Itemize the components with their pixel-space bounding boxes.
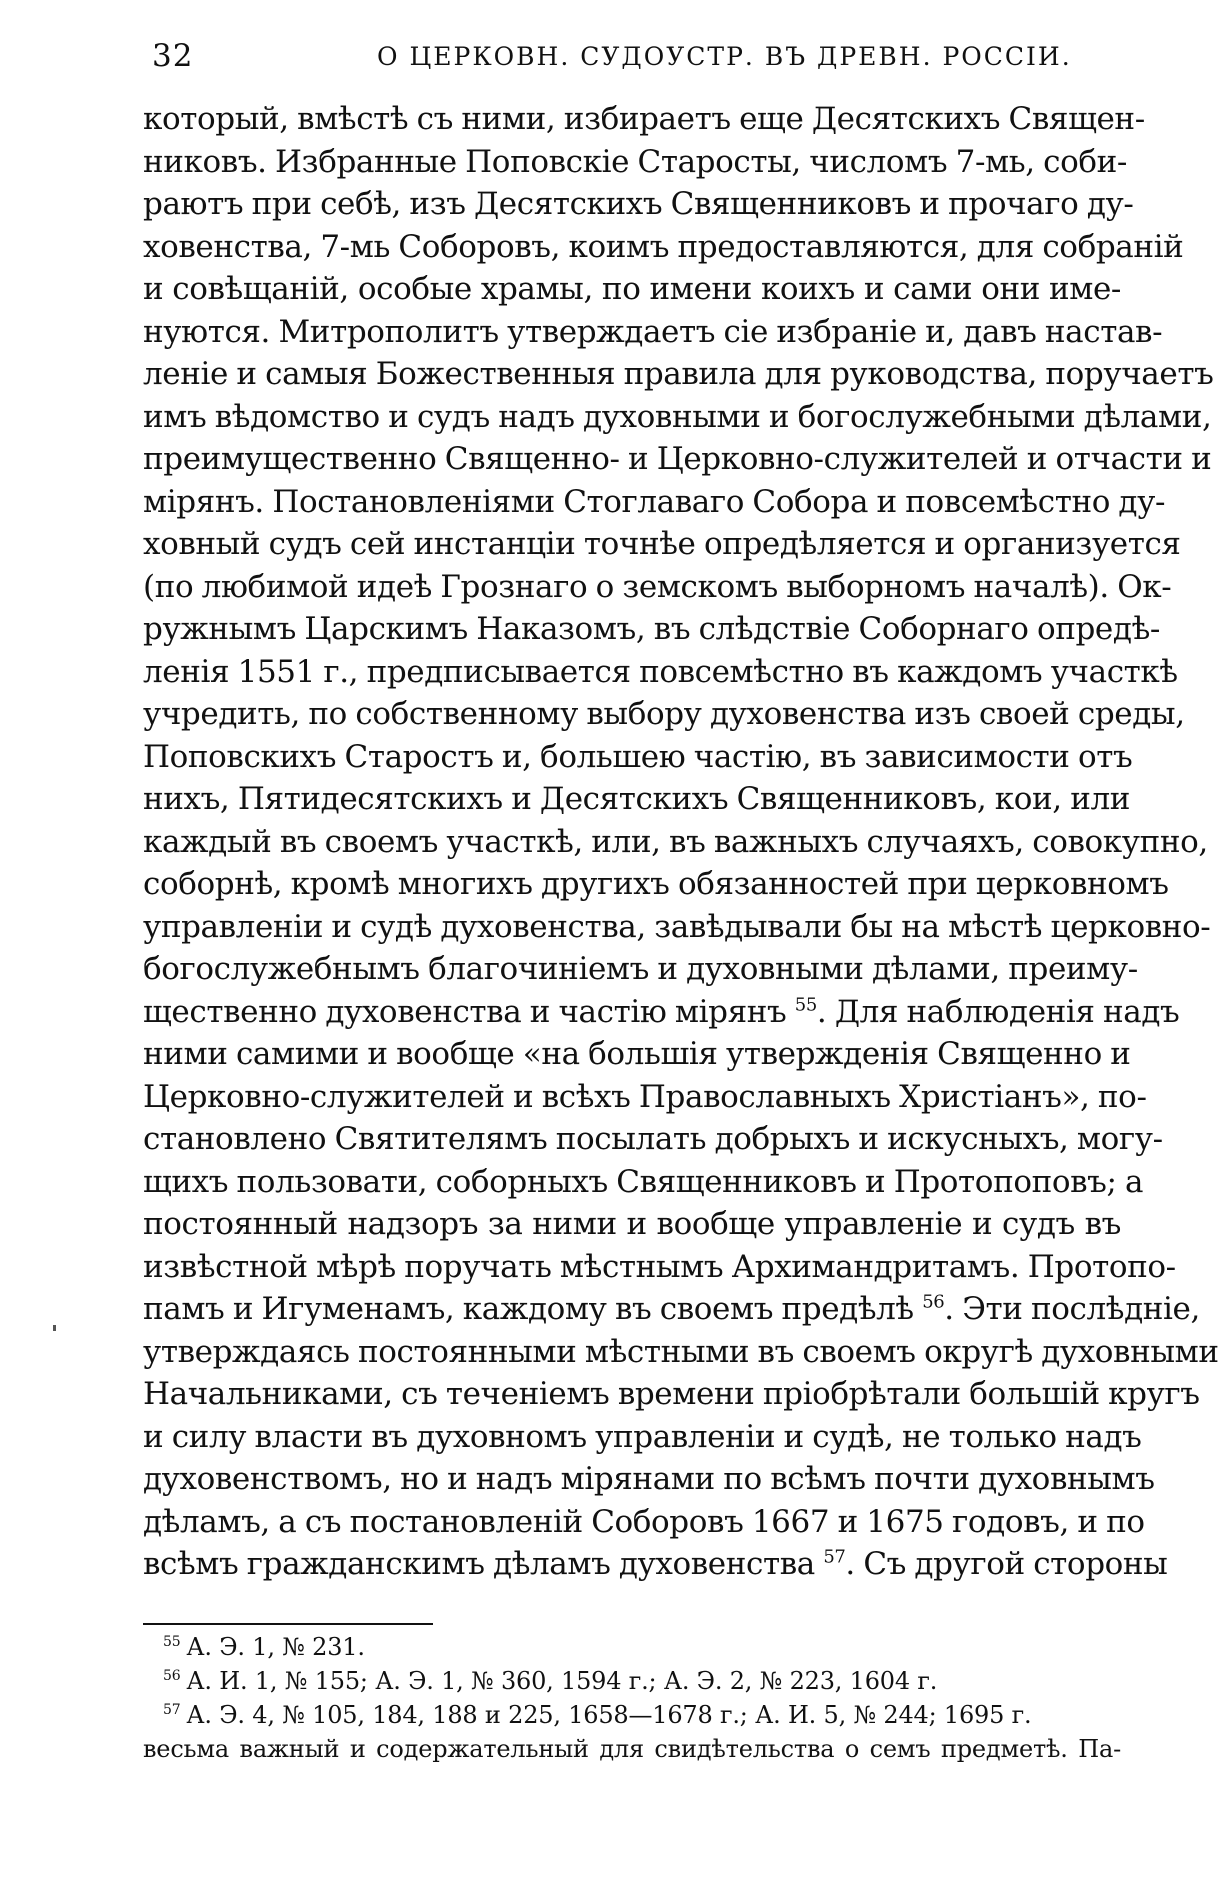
footnote-divider [143,1623,433,1625]
text-segment: щественно духовенства и частію мірянъ [143,993,787,1030]
text-line: преимущественно Священно- и Церковно-служителей и отчасти и [143,441,1212,477]
footnote-55 [143,1630,1121,1664]
text-line: нуются. Митрополитъ утверждаетъ сіе избраніе и, давъ настав- [143,313,1163,350]
footnote-mark: 57 [163,1702,181,1718]
footnote-text: А. Э. 4, № 105, 184, 188 и 225, 1658—1678 г.; А. И. 5, № 244; 1695 г. [186,1701,1032,1729]
print-speck [53,1325,56,1331]
text-line: имъ вѣдомство и судъ надъ духовными и богослужебными дѣлами, [143,398,1212,435]
text-line: управленіи и судѣ духовенства, завѣдывали бы на мѣстѣ церковно- [143,908,1211,945]
text-line: нихъ, Пятидесятскихъ и Десятскихъ Священниковъ, кои, или [143,781,1131,817]
running-head: О ЦЕРКОВН. СУДОУСТР. ВЪ ДРЕВН. РОССІИ. [377,42,1072,71]
text-line-with-footnote-ref [143,1288,1200,1331]
text-line: дѣламъ, а съ постановленій Соборовъ 1667 и 1675 годовъ, и по [143,1503,1145,1540]
text-line: Церковно-служителей и всѣхъ Православныхъ Христіанъ», по- [143,1078,1147,1115]
text-line: становлено Святителямъ посылать добрыхъ и искусныхъ, могу- [143,1121,1163,1157]
footnote-ref-55[interactable]: 55 [794,994,817,1016]
text-line: каждый въ своемъ участкѣ, или, въ важныхъ случаяхъ, совокупно, [143,823,1208,860]
text-line: (по любимой идеѣ Грознаго о земскомъ выборномъ началѣ). Ок- [143,568,1172,605]
text-segment: . Для наблюденія надъ [816,993,1180,1030]
footnote-56 [143,1664,1121,1698]
footnote-ref-57[interactable]: 57 [823,1546,846,1568]
text-line: ружнымъ Царскимъ Наказомъ, въ слѣдствіе Соборнаго опредѣ- [143,611,1160,647]
text-line: Начальниками, съ теченіемъ времени пріобрѣтали большій кругъ [143,1376,1200,1412]
text-line: леніе и самыя Божественныя правила для руководства, поручаетъ [143,356,1214,392]
text-line: богослужебнымъ благочиніемъ и духовными дѣлами, преиму- [143,951,1138,987]
text-segment: всѣмъ гражданскимъ дѣламъ духовенства [143,1546,815,1582]
text-line: Поповскихъ Старостъ и, большею частію, въ зависимости отъ [143,738,1133,775]
footnote-57 [143,1698,1121,1732]
page-number: 32 [152,38,194,74]
footnote-text: А. И. 1, № 155; А. Э. 1, № 360, 1594 г.; А. Э. 2, № 223, 1604 г. [186,1667,938,1695]
text-line: постоянный надзоръ за ними и вообще управленіе и судъ въ [143,1206,1121,1242]
text-line: и силу власти въ духовномъ управленіи и судѣ, не только надъ [143,1418,1142,1455]
text-line: и совѣщаній, особые храмы, по имени коихъ и сами они име- [143,271,1121,307]
text-line: ними самими и вообще «на большія утвержденія Священно и [143,1036,1131,1072]
text-line: щихъ пользовати, соборныхъ Священниковъ и Протопоповъ; а [143,1163,1144,1200]
footnote-ref-56[interactable]: 56 [922,1291,945,1313]
text-line: никовъ. Избранные Поповскіе Старосты, числомъ 7-мь, соби- [143,143,1127,180]
text-line: который, вмѣстѣ съ ними, избираетъ еще Десятскихъ Священ- [143,101,1145,137]
text-line: утверждаясь постоянными мѣстными въ своемъ округѣ духовными [143,1333,1219,1370]
text-line: извѣстной мѣрѣ поручать мѣстнымъ Архимандритамъ. Протопо- [143,1248,1176,1285]
text-segment: . Съ другой стороны [845,1546,1168,1582]
text-segment: памъ и Игуменамъ, каждому въ своемъ предѣлѣ [143,1291,914,1327]
page-header [152,38,1072,78]
text-line: ховный судъ сей инстанціи точнѣе опредѣляется и организуется [143,526,1181,562]
footnotes [143,1630,1121,1766]
text-line-with-footnote-ref [143,991,1180,1034]
footnote-text: А. Э. 1, № 231. [186,1633,365,1661]
footnote-mark: 56 [163,1668,181,1684]
text-line: ховенства, 7-мь Соборовъ, коимъ предоставляются, для собраній [143,228,1184,265]
text-line: соборнѣ, кромѣ многихъ другихъ обязанностей при церковномъ [143,866,1169,902]
footnote-mark: 55 [163,1634,181,1650]
main-text [143,98,1219,1586]
text-line: мірянъ. Постановленіями Стоглаваго Собора и повсемѣстно ду- [143,483,1166,520]
text-segment: . Эти послѣдніе, [944,1291,1200,1327]
footnote-continuation: весьма важный и содержательный для свидѣтельства о семъ предметѣ. Па- [143,1735,1121,1763]
text-line-with-footnote-ref [143,1543,1168,1586]
text-line: ленія 1551 г., предписывается повсемѣстно въ каждомъ участкѣ [143,653,1178,690]
text-line: духовенствомъ, но и надъ мірянами по всѣмъ почти духовнымъ [143,1461,1155,1497]
text-line: раютъ при себѣ, изъ Десятскихъ Священниковъ и прочаго ду- [143,186,1134,222]
text-line: учредить, по собственному выбору духовенства изъ своей среды, [143,696,1185,732]
